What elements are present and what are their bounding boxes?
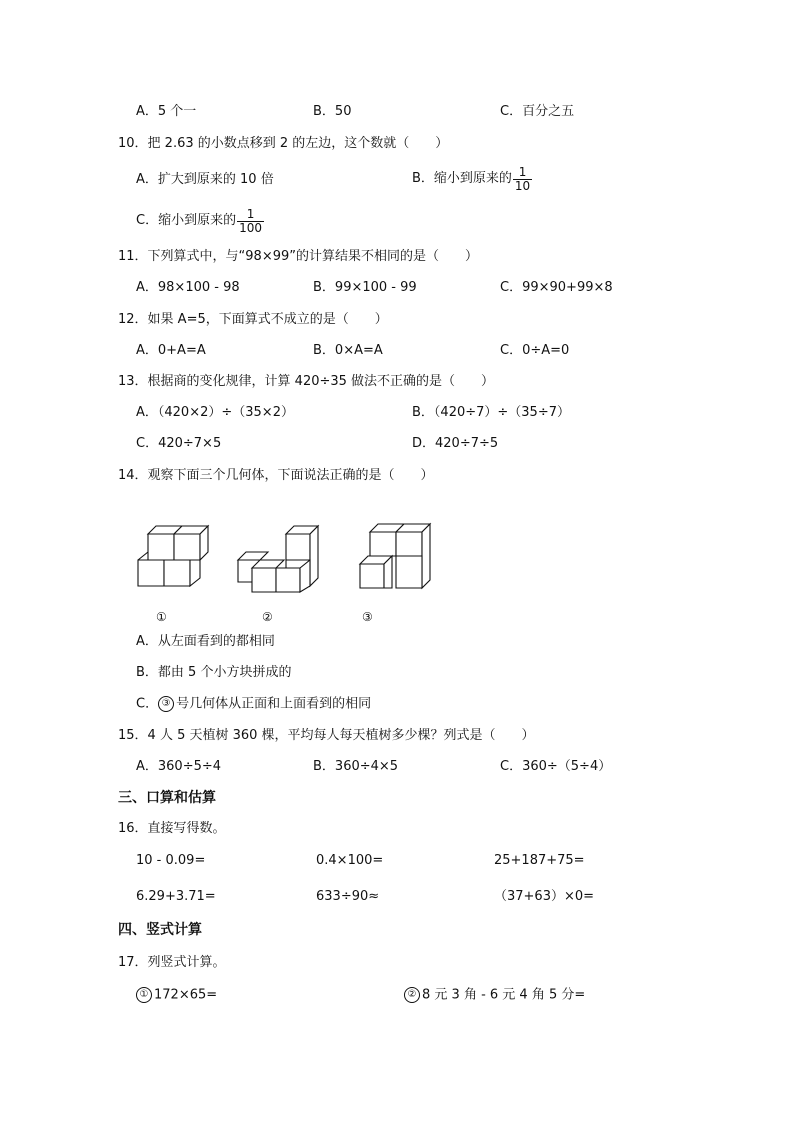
figure-2-label: ② [262, 610, 273, 624]
q17-stem: 17．列竖式计算。 [118, 955, 226, 970]
q15-option-b: B．360÷4×5 [313, 759, 399, 774]
q13-option-c: C．420÷7×5 [136, 436, 222, 451]
q9-option-a: A．5 个一 [136, 104, 197, 119]
q16-item-6: （37+63）×0= [494, 889, 595, 904]
figure-3-label: ③ [362, 610, 373, 624]
q17-item-1-text: 172×65= [154, 987, 218, 1003]
q11-option-b: B．99×100 - 99 [313, 280, 417, 295]
q14-option-c-prefix: C． [136, 696, 159, 712]
fraction-numerator: 1 [246, 206, 255, 221]
section-3-title: 三、口算和估算 [118, 790, 216, 806]
q10-option-b-prefix: B．缩小到原来的 [412, 171, 512, 186]
q13-option-a: A．（420×2）÷（35×2） [136, 405, 294, 420]
figure-1-label: ① [156, 610, 167, 624]
section-4-title: 四、竖式计算 [118, 922, 202, 938]
q13-stem: 13．根据商的变化规律，计算 420÷35 做法不正确的是（ ） [118, 374, 495, 389]
fraction-numerator: 1 [518, 164, 527, 179]
q14-option-c-text: 号几何体从正面和上面看到的相同 [176, 696, 372, 712]
solid-figure-3 [356, 520, 436, 600]
solid-figure-2 [230, 520, 330, 600]
fraction-denominator: 10 [514, 178, 531, 193]
q16-item-4: 6.29+3.71= [136, 889, 216, 904]
q17-item-2-text: 8 元 3 角 - 6 元 4 角 5 分= [422, 987, 586, 1003]
q15-stem: 15．4 人 5 天植树 360 棵，平均每人每天植树多少棵？列式是（ ） [118, 728, 535, 743]
q10-option-c-prefix: C．缩小到原来的 [136, 213, 237, 228]
circled-number: ③ [158, 696, 174, 712]
q9-option-b: B．50 [313, 104, 352, 119]
q13-option-b: B．（420÷7）÷（35÷7） [412, 405, 570, 420]
q10-stem: 10．把 2.63 的小数点移到 2 的左边，这个数就（ ） [118, 136, 449, 151]
q17-item-2 [404, 987, 585, 1004]
q11-option-c: C．99×90+99×8 [500, 280, 613, 295]
q11-stem: 11．下列算式中，与“98×99”的计算结果不相同的是（ ） [118, 249, 478, 264]
q10-option-b [412, 162, 532, 196]
q16-stem: 16．直接写得数。 [118, 821, 226, 836]
q12-stem: 12．如果 A=5，下面算式不成立的是（ ） [118, 312, 388, 327]
q9-option-c: C．百分之五 [500, 104, 575, 119]
q13-option-d: D．420÷7÷5 [412, 436, 499, 451]
q16-item-2: 0.4×100= [316, 853, 384, 868]
q14-option-a: A．从左面看到的都相同 [136, 634, 275, 649]
q16-item-5: 633÷90≈ [316, 889, 380, 904]
q16-item-1: 10 - 0.09= [136, 853, 206, 868]
q11-option-a: A．98×100 - 98 [136, 280, 240, 295]
q14-option-c [136, 696, 371, 713]
q12-option-b: B．0×A=A [313, 343, 383, 358]
q10-option-c-fraction [237, 208, 264, 235]
q12-option-c: C．0÷A=0 [500, 343, 570, 358]
q14-stem: 14．观察下面三个几何体，下面说法正确的是（ ） [118, 468, 434, 483]
circled-number: ① [136, 987, 152, 1003]
q12-option-a: A．0+A=A [136, 343, 206, 358]
solid-figure-1 [134, 520, 214, 600]
q14-option-b: B．都由 5 个小方块拼成的 [136, 665, 292, 680]
q17-item-1 [136, 987, 217, 1004]
q10-option-c [136, 204, 264, 238]
q10-option-a: A．扩大到原来的 10 倍 [136, 172, 274, 187]
circled-number: ② [404, 987, 420, 1003]
q10-option-b-fraction [513, 166, 532, 193]
fraction-denominator: 100 [239, 220, 262, 235]
q15-option-c: C．360÷（5÷4） [500, 759, 612, 774]
q16-item-3: 25+187+75= [494, 853, 585, 868]
q15-option-a: A．360÷5÷4 [136, 759, 222, 774]
